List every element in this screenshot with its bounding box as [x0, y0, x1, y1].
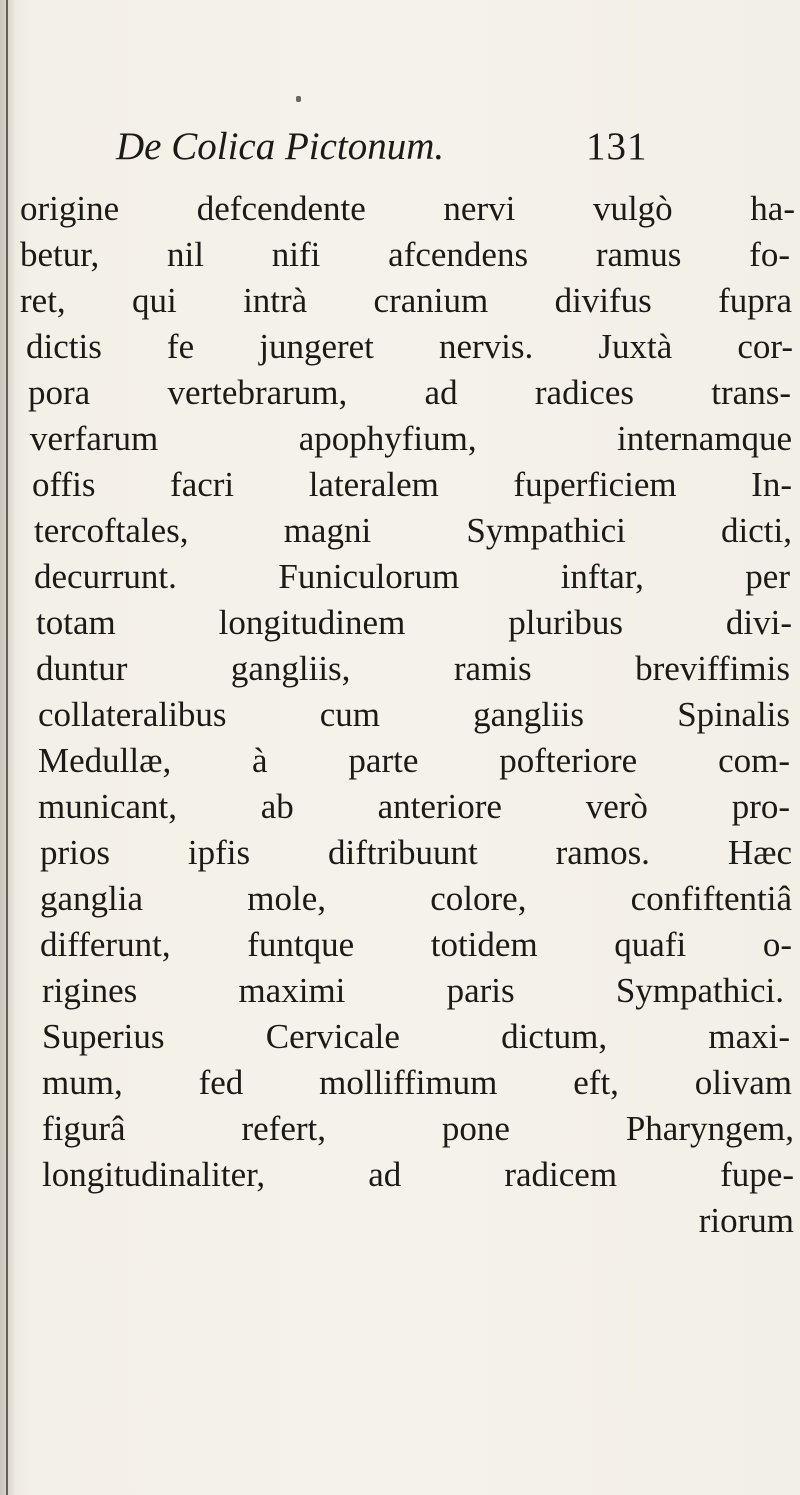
text-line: pora vertebrarum, ad radices trans-: [28, 373, 791, 412]
text-line: ret, qui intrà cranium divifus fupra: [20, 281, 792, 320]
text-line: Medullæ, à parte pofteriore com-: [38, 741, 790, 780]
text-line: verfarum apophyfium, internamque: [30, 419, 792, 458]
text-line: offis facri lateralem fuperficiem In-: [32, 465, 792, 504]
page-number: 131: [586, 125, 648, 168]
text-line: tercoftales, magni Sympathici dicti,: [34, 511, 792, 550]
running-head: [116, 122, 676, 172]
running-head-title: De Colica Pictonum.: [116, 125, 445, 168]
text-line: mum, fed molliffimum eft, olivam: [42, 1063, 792, 1102]
text-line: duntur gangliis, ramis breviffimis: [36, 649, 790, 688]
text-line: decurrunt. Funiculorum inftar, per: [34, 557, 790, 596]
text-line: longitudinaliter, ad radicem fupe-: [42, 1155, 794, 1194]
text-line-catchword: riorum: [698, 1201, 794, 1240]
page-gutter-edge: [6, 0, 8, 1495]
text-line: totam longitudinem pluribus divi-: [36, 603, 792, 642]
text-line: betur, nil nifi afcendens ramus fo-: [20, 235, 790, 274]
text-line: Superius Cervicale dictum, maxi-: [42, 1017, 790, 1056]
text-line: dictis fe jungeret nervis. Juxtà cor-: [26, 327, 793, 366]
text-line: figurâ refert, pone Pharyngem,: [42, 1109, 794, 1148]
text-line: differunt, funtque totidem quafi o-: [40, 925, 792, 964]
text-line: collateralibus cum gangliis Spinalis: [38, 695, 790, 734]
text-line: rigines maximi paris Sympathici.: [42, 971, 784, 1010]
text-line: ganglia mole, colore, confiftentiâ: [40, 879, 792, 918]
text-line: origine defcendente nervi vulgò ha-: [20, 189, 795, 228]
text-line: prios ipfis diftribuunt ramos. Hæc: [40, 833, 792, 872]
text-line: municant, ab anteriore verò pro-: [38, 787, 790, 826]
ink-speck: [296, 96, 301, 102]
